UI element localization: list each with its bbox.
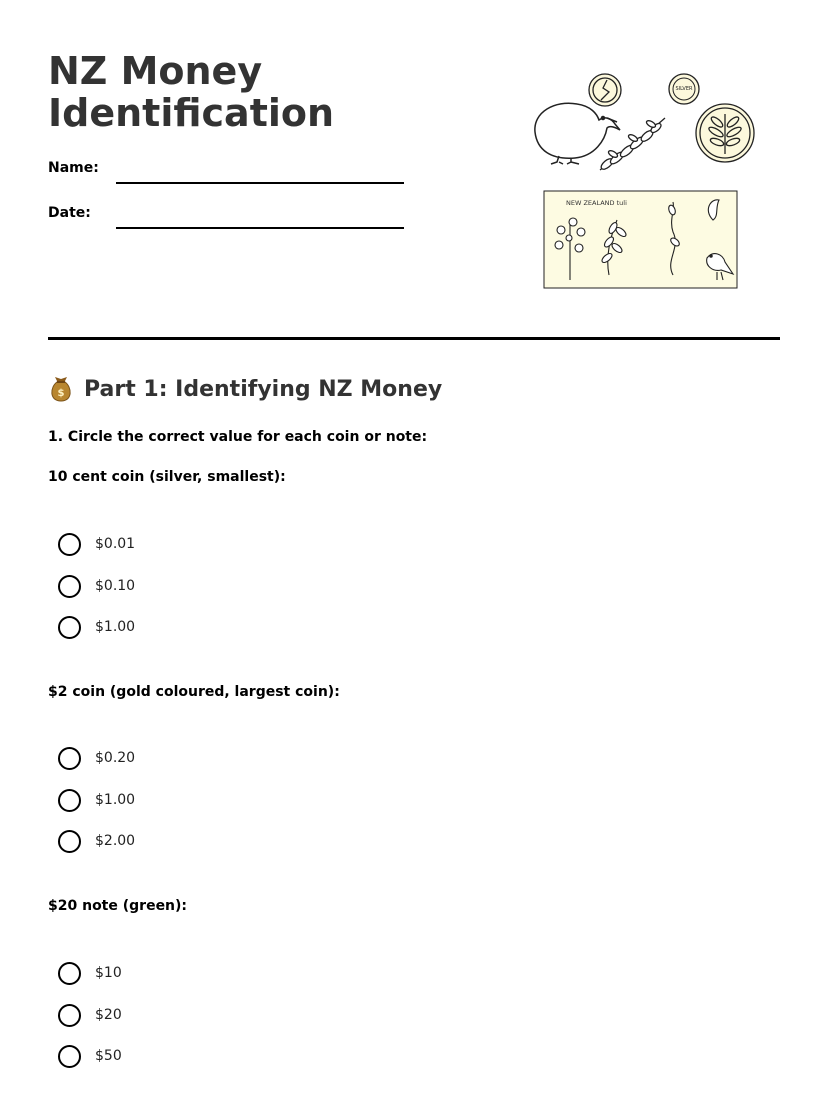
date-label: Date: xyxy=(48,205,91,221)
title-line-2: Identification xyxy=(48,91,335,135)
radio-circle-icon[interactable] xyxy=(58,830,81,853)
radio-circle-icon[interactable] xyxy=(58,575,81,598)
option-label: $20 xyxy=(95,1007,122,1023)
option-label: $1.00 xyxy=(95,619,136,635)
date-write-line[interactable] xyxy=(116,227,404,229)
title-line-1: NZ Money xyxy=(48,49,263,93)
section-divider xyxy=(48,337,780,340)
option-label: $10 xyxy=(95,965,122,981)
coin-fern-icon xyxy=(696,104,754,162)
answer-option[interactable] xyxy=(58,615,135,639)
date-field[interactable] xyxy=(48,205,408,235)
question-label: $2 coin (gold coloured, largest coin): xyxy=(48,684,340,700)
instruction-text: 1. Circle the correct value for each coin or note: xyxy=(48,429,428,445)
part1-heading xyxy=(48,375,442,403)
option-label: $0.20 xyxy=(95,750,136,766)
answer-option[interactable] xyxy=(58,961,122,985)
answer-option[interactable] xyxy=(58,1044,122,1068)
option-label: $1.00 xyxy=(95,792,136,808)
kiwi-bird-icon xyxy=(535,103,620,164)
part1-heading-text: Part 1: Identifying NZ Money xyxy=(84,376,443,402)
answer-option[interactable] xyxy=(58,829,135,853)
option-label: $2.00 xyxy=(95,833,136,849)
banknote-icon xyxy=(544,191,737,288)
option-label: $0.10 xyxy=(95,578,136,594)
nz-money-illustration xyxy=(525,70,765,295)
question-label: 10 cent coin (silver, smallest): xyxy=(48,469,286,485)
answer-option[interactable] xyxy=(58,788,135,812)
coin-silver-icon xyxy=(669,74,699,104)
radio-circle-icon[interactable] xyxy=(58,616,81,639)
answer-option[interactable] xyxy=(58,574,135,598)
answer-option[interactable] xyxy=(58,1003,122,1027)
svg-text:$: $ xyxy=(57,388,65,399)
radio-circle-icon[interactable] xyxy=(58,1004,81,1027)
question-label: $20 note (green): xyxy=(48,898,188,914)
coin-text: SILVER xyxy=(675,86,693,92)
option-label: $50 xyxy=(95,1048,122,1064)
name-label: Name: xyxy=(48,160,99,176)
money-bag-icon xyxy=(48,375,74,403)
answer-option[interactable] xyxy=(58,746,135,770)
radio-circle-icon[interactable] xyxy=(58,533,81,556)
page-title xyxy=(48,50,334,134)
radio-circle-icon[interactable] xyxy=(58,789,81,812)
name-field[interactable] xyxy=(48,160,408,190)
option-label: $0.01 xyxy=(95,536,136,552)
banknote-text: NEW ZEALAND tuli xyxy=(566,199,627,207)
coin-map-icon xyxy=(589,74,621,106)
radio-circle-icon[interactable] xyxy=(58,1045,81,1068)
radio-circle-icon[interactable] xyxy=(58,747,81,770)
radio-circle-icon[interactable] xyxy=(58,962,81,985)
answer-option[interactable] xyxy=(58,532,135,556)
name-write-line[interactable] xyxy=(116,182,404,184)
